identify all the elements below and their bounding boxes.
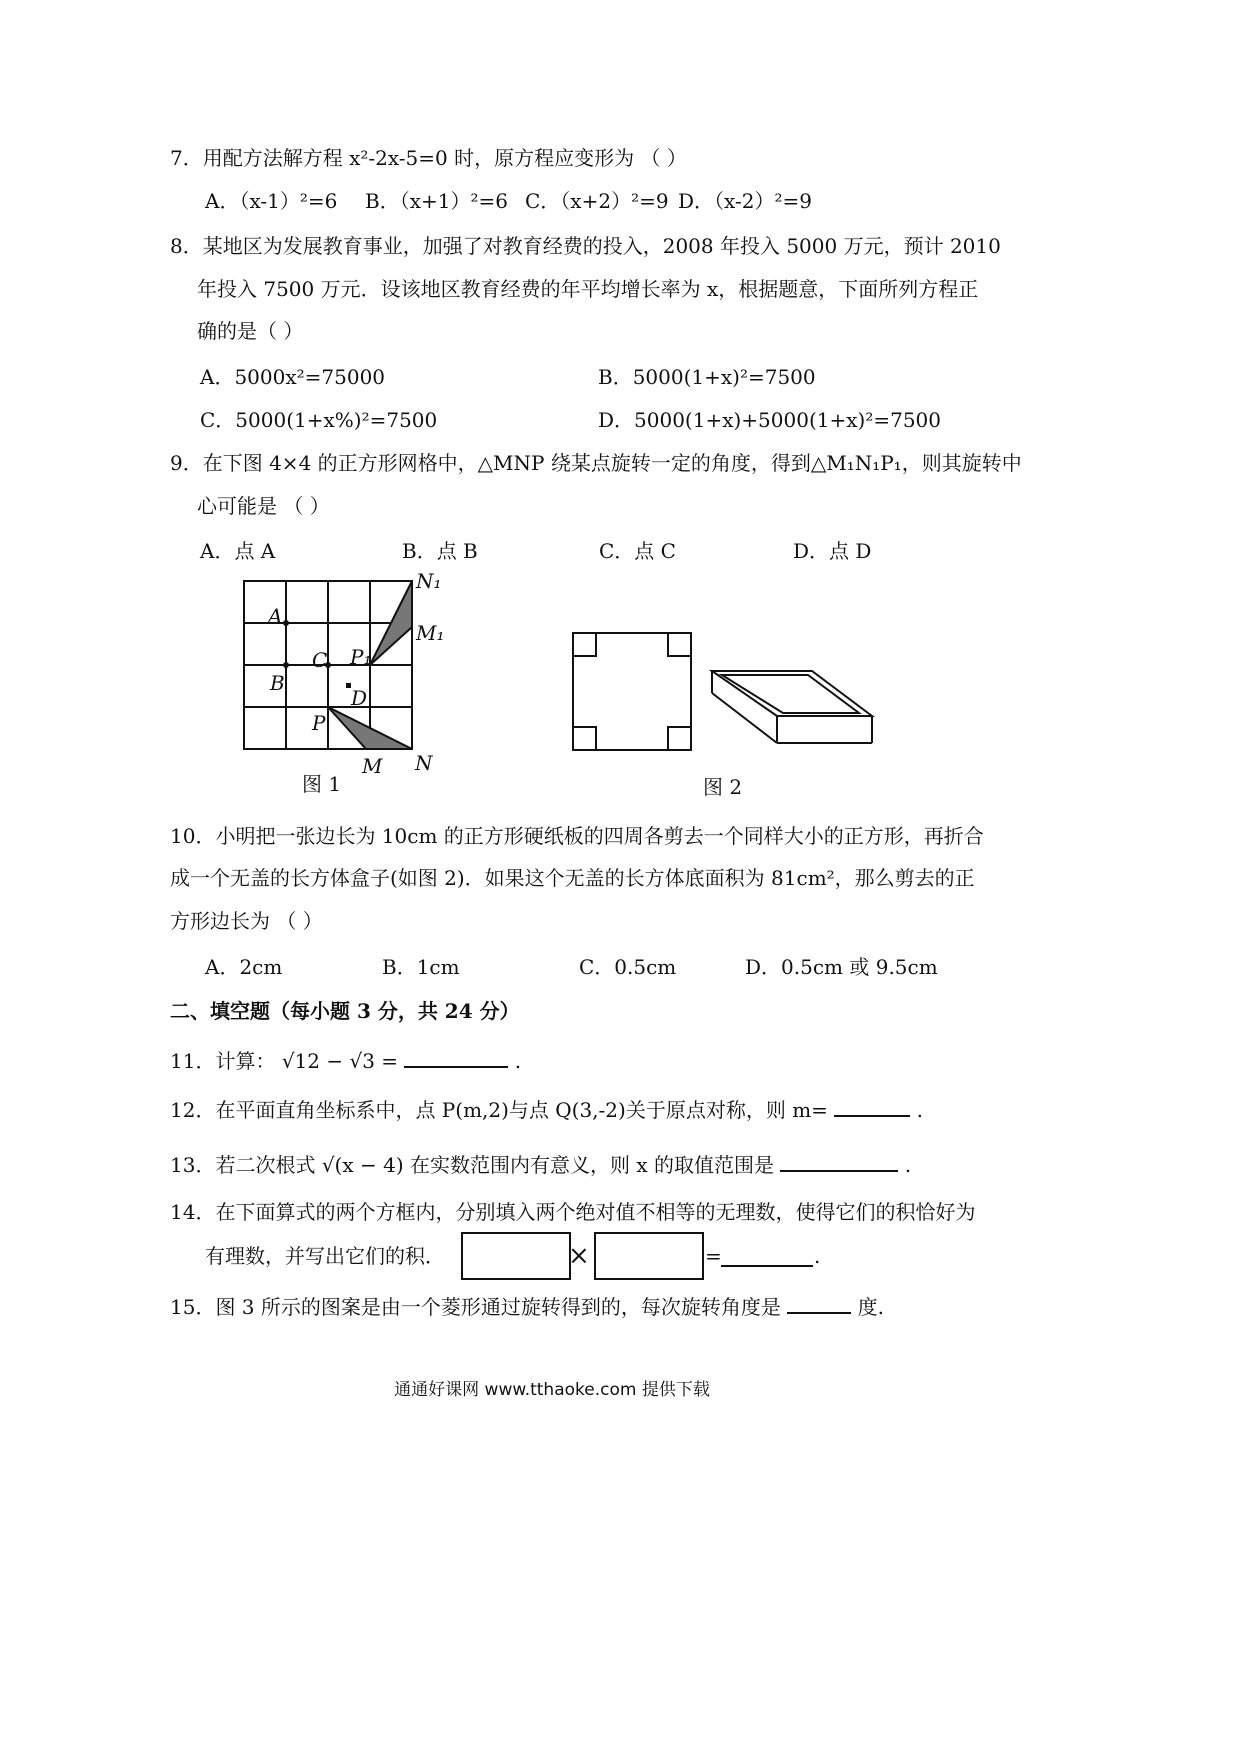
q7-option-c: C．（x+2）²=9 bbox=[525, 189, 669, 213]
q14-suffix: . bbox=[814, 1244, 821, 1268]
question-8-line-2: 年投入 7500 万元．设该地区教育经费的年平均增长率为 x，根据题意，下面所列方程正 bbox=[197, 277, 979, 301]
q10-option-b: B．1cm bbox=[382, 955, 460, 979]
question-10-line-2: 成一个无盖的长方体盒子(如图 2)．如果这个无盖的长方体底面积为 81cm²，那么剪去的正 bbox=[170, 866, 975, 890]
q10-option-c: C．0.5cm bbox=[579, 955, 677, 979]
q10-option-a: A．2cm bbox=[205, 955, 283, 979]
q8-option-c: C．5000(1+x%)²=7500 bbox=[200, 408, 438, 432]
q15-answer-blank[interactable] bbox=[787, 1294, 851, 1314]
q10-option-d: D．0.5cm 或 9.5cm bbox=[745, 955, 938, 979]
q13-suffix: . bbox=[904, 1153, 912, 1177]
q12-answer-blank[interactable] bbox=[834, 1097, 910, 1117]
figure-1-grid bbox=[230, 565, 450, 780]
label-b: B bbox=[270, 671, 285, 695]
q8-option-a: A．5000x²=75000 bbox=[200, 365, 386, 389]
question-10-line-1: 10．小明把一张边长为 10cm 的正方形硬纸板的四周各剪去一个同样大小的正方形，再折合 bbox=[170, 824, 984, 848]
question-14-line-1: 14．在下面算式的两个方框内，分别填入两个绝对值不相等的无理数，使得它们的积恰好为 bbox=[170, 1200, 976, 1224]
question-14-line-2: 有理数，并写出它们的积． bbox=[205, 1244, 445, 1268]
q9-option-b: B．点 B bbox=[402, 539, 478, 563]
figure-2-diagram bbox=[565, 625, 885, 760]
q13-expression: √(x − 4) bbox=[321, 1153, 404, 1177]
q9-option-a: A．点 A bbox=[200, 539, 276, 563]
q13-answer-blank[interactable] bbox=[780, 1152, 898, 1172]
label-p: P bbox=[312, 711, 326, 735]
section-2-title: 二、填空题（每小题 3 分，共 24 分） bbox=[170, 999, 520, 1023]
question-7: 7．用配方法解方程 x²-2x-5=0 时，原方程应变形为 （ ） bbox=[170, 146, 687, 170]
q13-prefix: 13．若二次根式 bbox=[170, 1153, 316, 1177]
q15-suffix: 度. bbox=[857, 1295, 884, 1319]
q7-option-b: B．（x+1）²=6 bbox=[365, 189, 508, 213]
label-n: N bbox=[415, 751, 433, 775]
q14-answer-blank[interactable] bbox=[721, 1247, 813, 1267]
question-13 bbox=[170, 1152, 911, 1175]
question-8-line-1: 8．某地区为发展教育事业，加强了对教育经费的投入，2008 年投入 5000 万元，预计 2010 bbox=[170, 234, 1001, 258]
label-c: C bbox=[312, 648, 328, 672]
q9-option-d: D．点 D bbox=[793, 539, 872, 563]
q13-middle: 在实数范围内有意义，则 x 的取值范围是 bbox=[410, 1153, 774, 1177]
q14-times: × bbox=[568, 1241, 590, 1271]
label-m1: M₁ bbox=[416, 621, 445, 645]
q15-text: 15．图 3 所示的图案是由一个菱形通过旋转得到的，每次旋转角度是 bbox=[170, 1295, 781, 1319]
page-footer: 通通好课网 www.tthaoke.com 提供下载 bbox=[394, 1380, 710, 1400]
figure-2-caption: 图 2 bbox=[703, 775, 743, 799]
q7-option-d: D．（x-2）²=9 bbox=[678, 189, 812, 213]
question-9-line-1: 9．在下图 4×4 的正方形网格中，△MNP 绕某点旋转一定的角度，得到△M₁N₁P₁，则其旋转中 bbox=[170, 451, 1022, 475]
question-11 bbox=[170, 1048, 521, 1071]
q7-option-a: A．（x-1）²=6 bbox=[205, 189, 338, 213]
q12-text: 12．在平面直角坐标系中，点 P(m,2)与点 Q(3,-2)关于原点对称，则 m= bbox=[170, 1098, 828, 1122]
question-10-line-3: 方形边长为 （ ） bbox=[170, 909, 323, 933]
q14-box-2[interactable] bbox=[594, 1232, 704, 1280]
question-8-line-3: 确的是（ ） bbox=[197, 319, 304, 343]
q9-option-c: C．点 C bbox=[599, 539, 676, 563]
label-m: M bbox=[362, 754, 383, 778]
q11-suffix: . bbox=[514, 1049, 522, 1073]
q11-prefix: 11．计算： bbox=[170, 1049, 276, 1073]
q8-option-b: B．5000(1+x)²=7500 bbox=[598, 365, 816, 389]
q12-suffix: . bbox=[916, 1098, 923, 1122]
label-a: A bbox=[268, 604, 283, 628]
q8-option-d: D．5000(1+x)+5000(1+x)²=7500 bbox=[598, 408, 941, 432]
q14-equals: = bbox=[705, 1244, 722, 1268]
label-d: D bbox=[351, 686, 368, 710]
q14-box-1[interactable] bbox=[461, 1232, 571, 1280]
question-15 bbox=[170, 1294, 884, 1317]
question-9-line-2: 心可能是 （ ） bbox=[197, 494, 330, 518]
label-n1: N₁ bbox=[416, 569, 442, 593]
q11-expression: √12 − √3 = bbox=[281, 1049, 399, 1073]
question-12 bbox=[170, 1097, 923, 1120]
q11-answer-blank[interactable] bbox=[404, 1048, 508, 1068]
figure-1-caption: 图 1 bbox=[302, 772, 342, 796]
label-p1: P₁ bbox=[350, 645, 372, 669]
